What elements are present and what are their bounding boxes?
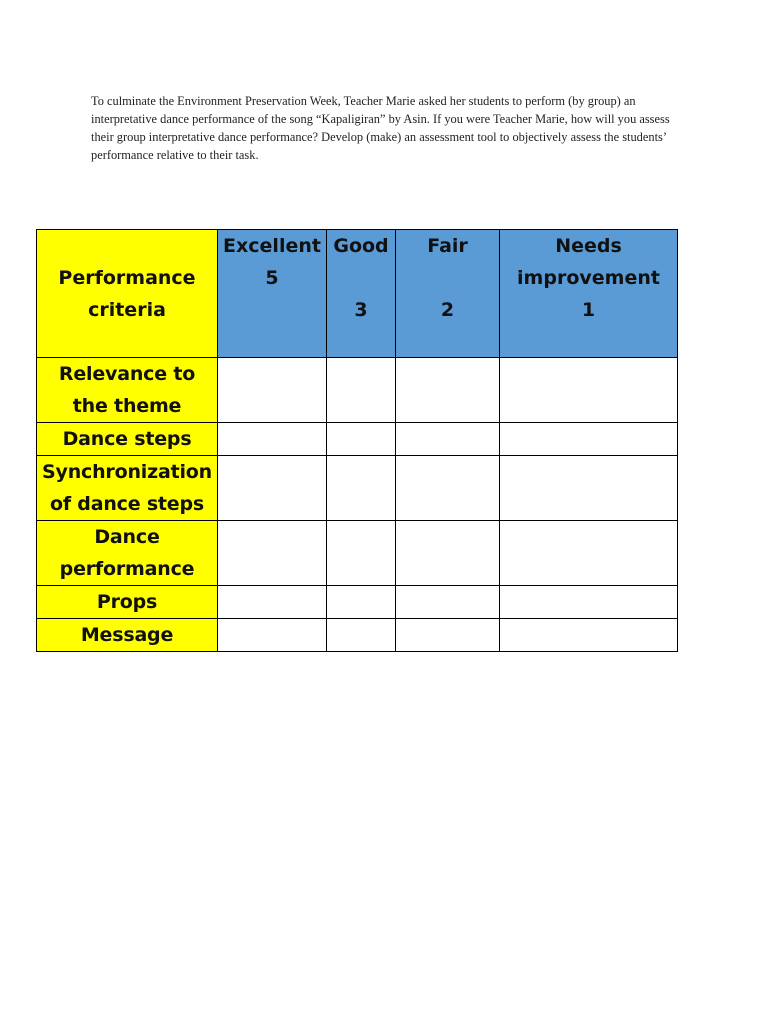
level-points: 2 (440, 299, 455, 321)
level-name: Needs improvement (517, 235, 660, 289)
score-cell[interactable] (500, 619, 678, 652)
criterion-label: Message (37, 619, 218, 652)
rubric-row (37, 521, 678, 586)
criterion-label: Props (37, 586, 218, 619)
score-cell[interactable] (218, 358, 327, 423)
score-cell[interactable] (396, 423, 500, 456)
score-cell[interactable] (218, 456, 327, 521)
rubric-row (37, 423, 678, 456)
score-cell[interactable] (396, 358, 500, 423)
score-cell[interactable] (500, 423, 678, 456)
score-cell[interactable] (500, 456, 678, 521)
rubric-row (37, 619, 678, 652)
score-cell[interactable] (327, 358, 396, 423)
score-cell[interactable] (218, 619, 327, 652)
criterion-label: Relevance to the theme (37, 358, 218, 423)
criterion-label: Synchronization of dance steps (37, 456, 218, 521)
score-cell[interactable] (218, 586, 327, 619)
level-points: 5 (265, 267, 279, 289)
score-cell[interactable] (500, 521, 678, 586)
rubric-row (37, 586, 678, 619)
score-cell[interactable] (396, 586, 500, 619)
score-cell[interactable] (327, 423, 396, 456)
score-cell[interactable] (327, 619, 396, 652)
level-header-fair (396, 230, 500, 358)
level-header-excellent (218, 230, 327, 358)
level-points: 1 (581, 299, 596, 321)
rubric-table (36, 229, 678, 652)
score-cell[interactable] (396, 456, 500, 521)
score-cell[interactable] (500, 358, 678, 423)
assignment-prompt: To culminate the Environment Preservation Week, Teacher Marie asked her students to perform (by group) an interpretative dance performance of the song “Kapaligiran” by Asin. If you were Teacher Marie, how will you assess their group interpretative dance performance? Develop (make) an assessment tool to objectively assess the students’ performance relative to their task. (91, 94, 670, 162)
criterion-label: Dance performance (37, 521, 218, 586)
level-header-good (327, 230, 396, 358)
level-points: 3 (354, 299, 368, 321)
level-name: Good (333, 235, 389, 257)
score-cell[interactable] (396, 619, 500, 652)
score-cell[interactable] (218, 423, 327, 456)
level-name: Fair (427, 235, 468, 257)
score-cell[interactable] (327, 456, 396, 521)
rubric-row (37, 358, 678, 423)
score-cell[interactable] (327, 586, 396, 619)
score-cell[interactable] (396, 521, 500, 586)
criteria-column-header: Performance criteria (37, 230, 218, 358)
level-name: Excellent (223, 235, 321, 257)
rubric-header-row (37, 230, 678, 358)
score-cell[interactable] (218, 521, 327, 586)
criterion-label: Dance steps (37, 423, 218, 456)
level-header-needs-improvement (500, 230, 678, 358)
score-cell[interactable] (500, 586, 678, 619)
score-cell[interactable] (327, 521, 396, 586)
rubric-row (37, 456, 678, 521)
